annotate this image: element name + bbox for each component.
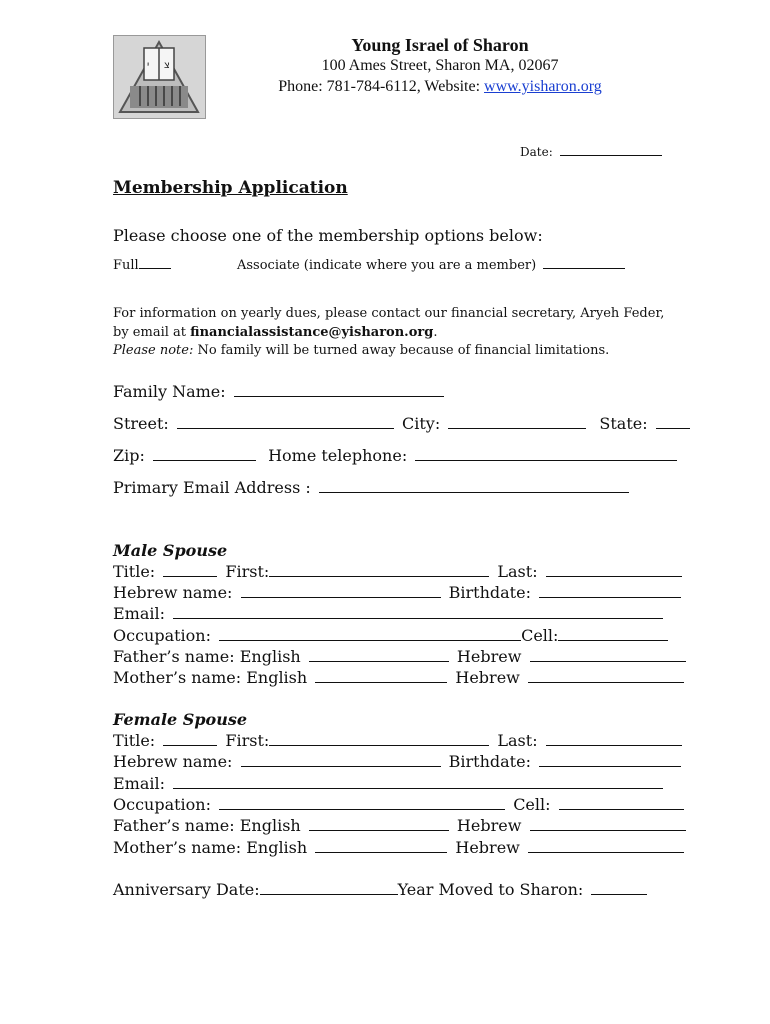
male-title-label: Title:: [113, 562, 156, 581]
male-birthdate-field[interactable]: [539, 596, 681, 598]
date-field[interactable]: [560, 154, 662, 156]
female-spouse-heading: Female Spouse: [113, 710, 248, 729]
city-field[interactable]: [448, 427, 586, 429]
male-first-label: First:: [225, 562, 270, 581]
date-label: Date:: [520, 145, 553, 159]
male-first-field[interactable]: [269, 575, 489, 577]
female-title-field[interactable]: [163, 744, 217, 746]
female-birthdate-field[interactable]: [539, 765, 681, 767]
family-name-field[interactable]: [234, 395, 444, 397]
primary-email-label: Primary Email Address :: [113, 478, 311, 497]
option-full: [113, 256, 171, 275]
year-moved-label: Year Moved to Sharon:: [397, 880, 584, 899]
zip-phone-row: [113, 446, 680, 466]
note-text: No family will be turned away because of financial limitations.: [193, 343, 610, 358]
male-occupation-label: Occupation:: [113, 626, 211, 645]
female-first-label: First:: [225, 731, 270, 750]
org-contact: [0, 78, 770, 96]
female-mother-hebrew-label: Hebrew: [455, 838, 520, 857]
family-name-row: [113, 382, 447, 402]
home-phone-field[interactable]: [415, 459, 677, 461]
female-occupation-row: [113, 795, 687, 815]
female-name-row: [113, 731, 685, 751]
male-cell-label: Cell:: [521, 626, 559, 645]
info-email-suffix: .: [433, 325, 438, 340]
female-email-row: [113, 774, 666, 794]
female-father-label: Father’s name: English: [113, 816, 301, 835]
female-last-label: Last:: [497, 731, 538, 750]
male-hebrew-row: [113, 583, 684, 603]
male-mother-hebrew-field[interactable]: [528, 681, 684, 683]
male-occupation-field[interactable]: [219, 639, 521, 641]
anniversary-label: Anniversary Date:: [113, 880, 260, 899]
male-father-hebrew-field[interactable]: [530, 660, 686, 662]
female-first-field[interactable]: [269, 744, 489, 746]
info-line-2: [113, 323, 437, 342]
info-line-1: For information on yearly dues, please contact our financial secretary, Aryeh Feder,: [113, 306, 665, 321]
state-label: State:: [599, 414, 648, 433]
zip-field[interactable]: [153, 459, 256, 461]
website-link[interactable]: www.yisharon.org: [484, 78, 602, 95]
male-hebrew-name-label: Hebrew name:: [113, 583, 233, 602]
date-row: [520, 145, 665, 159]
female-mother-row: [113, 838, 687, 858]
female-hebrew-name-field[interactable]: [241, 765, 441, 767]
street-field[interactable]: [177, 427, 394, 429]
male-title-field[interactable]: [163, 575, 217, 577]
svg-text:צ: צ: [164, 60, 170, 71]
male-father-label: Father’s name: English: [113, 647, 301, 666]
primary-email-row: [113, 478, 632, 498]
female-birthdate-label: Birthdate:: [448, 752, 531, 771]
option-associate-label: Associate (indicate where you are a member): [237, 258, 537, 273]
note-label: Please note:: [113, 343, 194, 358]
male-spouse-heading: Male Spouse: [113, 541, 228, 560]
female-occupation-label: Occupation:: [113, 795, 211, 814]
city-label: City:: [401, 414, 441, 433]
street-label: Street:: [113, 414, 169, 433]
female-title-label: Title:: [113, 731, 156, 750]
female-father-row: [113, 816, 689, 836]
female-mother-label: Mother’s name: English: [113, 838, 308, 857]
female-mother-english-field[interactable]: [315, 851, 447, 853]
male-email-row: [113, 604, 666, 624]
female-father-hebrew-label: Hebrew: [456, 816, 522, 835]
choose-instructions: Please choose one of the membership options below:: [113, 226, 543, 245]
female-cell-field[interactable]: [559, 808, 684, 810]
male-email-label: Email:: [113, 604, 166, 623]
male-cell-field[interactable]: [558, 639, 668, 641]
female-hebrew-row: [113, 752, 684, 772]
male-mother-label: Mother’s name: English: [113, 668, 308, 687]
org-phone: Phone: 781-784-6112, Website:: [278, 78, 485, 95]
male-last-label: Last:: [497, 562, 538, 581]
male-name-row: [113, 562, 685, 582]
female-last-field[interactable]: [546, 744, 682, 746]
year-moved-field[interactable]: [591, 893, 647, 895]
option-associate: [237, 256, 628, 275]
male-hebrew-name-field[interactable]: [241, 596, 441, 598]
female-mother-hebrew-field[interactable]: [528, 851, 684, 853]
male-father-row: [113, 647, 689, 667]
female-email-field[interactable]: [173, 787, 663, 789]
option-full-field[interactable]: [139, 267, 171, 269]
male-mother-row: [113, 668, 687, 688]
state-field[interactable]: [656, 427, 690, 429]
female-father-english-field[interactable]: [309, 829, 449, 831]
zip-label: Zip:: [113, 446, 145, 465]
info-email-prefix: by email at: [113, 325, 191, 340]
org-address: 100 Ames Street, Sharon MA, 02067: [321, 57, 559, 74]
male-mother-english-field[interactable]: [315, 681, 447, 683]
male-birthdate-label: Birthdate:: [448, 583, 531, 602]
female-father-hebrew-field[interactable]: [530, 829, 686, 831]
male-occupation-row: [113, 626, 671, 646]
form-title: Membership Application: [113, 178, 348, 198]
svg-text:י: י: [147, 60, 150, 71]
org-name: Young Israel of Sharon: [351, 35, 529, 55]
primary-email-field[interactable]: [319, 491, 629, 493]
male-father-english-field[interactable]: [309, 660, 449, 662]
anniversary-field[interactable]: [260, 893, 398, 895]
female-cell-label: Cell:: [513, 795, 551, 814]
anniversary-row: [113, 880, 650, 900]
female-hebrew-name-label: Hebrew name:: [113, 752, 233, 771]
address-row: [113, 414, 693, 434]
male-email-field[interactable]: [173, 617, 663, 619]
male-last-field[interactable]: [546, 575, 682, 577]
male-mother-hebrew-label: Hebrew: [455, 668, 520, 687]
family-name-label: Family Name:: [113, 382, 226, 401]
female-occupation-field[interactable]: [219, 808, 505, 810]
info-note: [113, 341, 609, 360]
female-email-label: Email:: [113, 774, 166, 793]
home-phone-label: Home telephone:: [268, 446, 408, 465]
male-father-hebrew-label: Hebrew: [456, 647, 522, 666]
financial-email: financialassistance@yisharon.org: [190, 325, 434, 340]
option-full-label: Full: [113, 258, 139, 273]
option-associate-field[interactable]: [543, 267, 625, 269]
